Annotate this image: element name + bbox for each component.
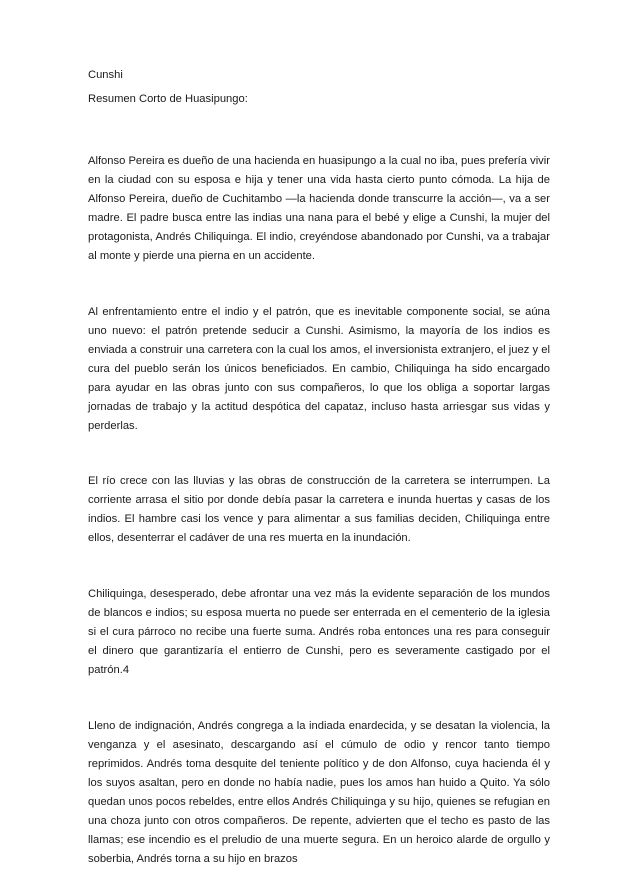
paragraph: Al enfrentamiento entre el indio y el patrón, que es inevitable componente social, se aúna uno nuevo: el patrón pretende seducir a Cunshi. Asimismo, la mayoría de los indios es enviada a construir una carretera con la cual los amos, el inversionista extranjero, el juez y el cura del pueblo serán los únicos beneficiados. En cambio, Chiliquinga ha sido encargado para ayudar en las obras junto con sus compañeros, lo que los obliga a soportar largas jornadas de trabajo y la actitud despótica del capataz, incluso hasta arriesgar sus vidas y perderlas. — [88, 306, 550, 432]
paragraph: Chiliquinga, desesperado, debe afrontar una vez más la evidente separación de los mundos de blancos e indios; su esposa muerta no puede ser enterrada en el cementerio de la iglesia si el cura párroco no recibe una fuerte suma. Andrés roba entonces una res para conseguir el dinero que garantizaría el entierro de Cunshi, pero es severamente castigado por el patrón.4 — [88, 588, 550, 676]
paragraph: El río crece con las lluvias y las obras de construcción de la carretera se interrumpen. La corriente arrasa el sitio por donde debía pasar la carretera e inunda huertas y casas de los indios. El hambre casi los vence y para alimentar a sus familias deciden, Chiliquinga entre ellos, desenterrar el cadáver de una res muerta en la inundación. — [88, 475, 550, 544]
document-title: Cunshi — [88, 69, 123, 81]
paragraph: Lleno de indignación, Andrés congrega a la indiada enardecida, y se desatan la violencia, la venganza y el asesinato, descargando así el cúmulo de odio y rencor tanto tiempo reprimidos. Andrés toma desquite del teniente político y de don Alfonso, cuya hacienda él y los suyos asaltan, pero en donde no había nadie, pues los amos han huido a Quito. Ya sólo quedan unos pocos rebeldes, entre ellos Andrés Chiliquinga y su hijo, quienes se refugian en una choza junto con otros compañeros. De repente, advierten que el techo es pasto de las llamas; ese incendio es el preludio de una muerte segura. En un heroico alarde de orgullo y soberbia, Andrés torna a su hijo en brazos — [88, 720, 550, 865]
paragraph: Alfonso Pereira es dueño de una hacienda en huasipungo a la cual no iba, pues prefería vivir en la ciudad con su esposa e hija y tener una vida hasta cierto punto cómoda. La hija de Alfonso Pereira, dueño de Cuchitambo —la hacienda donde transcurre la acción—, va a ser madre. El padre busca entre las indias una nana para el bebé y elige a Cunshi, la mujer del protagonista, Andrés Chiliquinga. El indio, creyéndose abandonado por Cunshi, va a trabajar al monte y pierde una pierna en un accidente. — [88, 155, 550, 262]
document-page — [88, 66, 550, 869]
document-subtitle: Resumen Corto de Huasipungo: — [88, 93, 248, 105]
